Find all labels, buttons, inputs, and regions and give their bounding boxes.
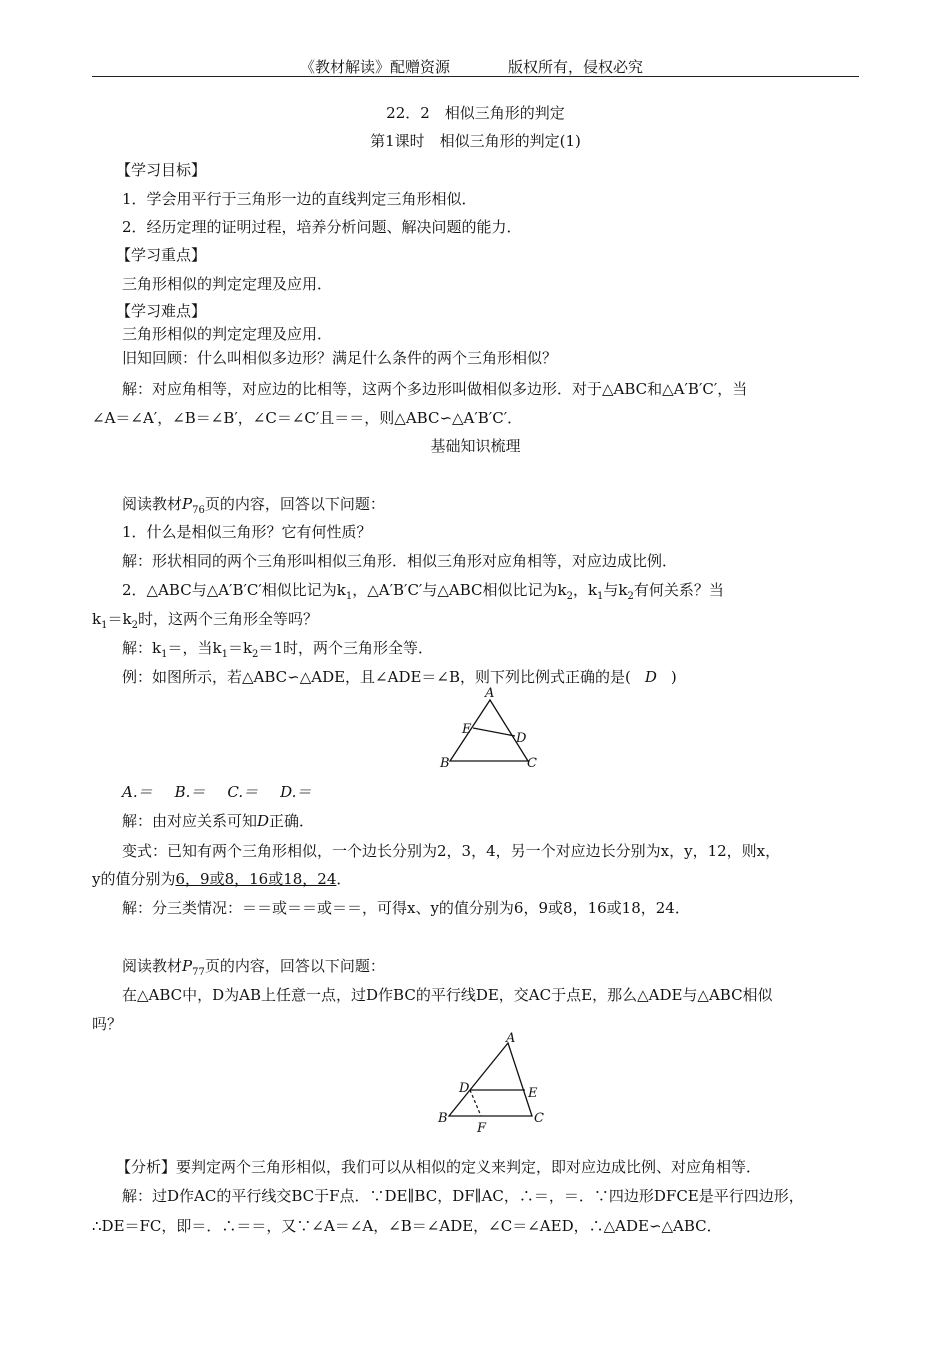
- analysis: 【分析】要判定两个三角形相似，我们可以从相似的定义来判定，即对应边成比例、对应角相等．: [116, 1158, 762, 1176]
- label-d: D: [516, 731, 527, 746]
- part2-solution-2: ∴DE＝FC，即＝．∴＝＝，又∵∠A＝∠A，∠B＝∠ADE，∠C＝∠AED，∴△ADE∽△ABC．: [92, 1217, 722, 1235]
- goal-item-1: 1．学会用平行于三角形一边的直线判定三角形相似．: [122, 190, 477, 208]
- variant-answer: 6，9或8，16或18，24: [175, 870, 337, 888]
- review-answer-1: 解：对应角相等，对应边的比相等，这两个多边形叫做相似多边形．对于△ABC和△A′B′C′，当: [122, 380, 748, 398]
- part2-question: 在△ABC中，D为AB上任意一点，过D作BC的平行线DE，交AC于点E，那么△ADE与△ABC相似: [122, 986, 773, 1004]
- variant-line-1: 变式：已知有两个三角形相似，一个边长分别为2，3，4，另一个对应边长分别为x，y，12，则x，: [122, 842, 781, 860]
- lesson-title: 第1课时 相似三角形的判定(1): [370, 132, 581, 150]
- header-right: 版权所有，侵权必究: [508, 58, 644, 76]
- example-solution: 解：由对应关系可知D正确．: [122, 812, 315, 830]
- option-a: A.＝: [122, 783, 153, 801]
- review-question: 旧知回顾：什么叫相似多边形？满足什么条件的两个三角形相似？: [122, 349, 558, 367]
- example-answer: D: [644, 668, 657, 686]
- variant-line-2: y的值分别为6，9或8，16或18，24．: [92, 870, 352, 888]
- label-a: A: [506, 1031, 516, 1046]
- segment-df-dashed: [470, 1090, 481, 1116]
- part1-q1: 1．什么是相似三角形？它有何性质？: [122, 523, 372, 541]
- option-b: B.＝: [174, 783, 206, 801]
- variant-solution: 解：分三类情况：＝＝或＝＝或＝＝，可得x、y的值分别为6，9或8，16或18，24．: [122, 899, 690, 917]
- part1-q2: 2．△ABC与△A′B′C′相似比记为$k_1$，△A′B′C′与△ABC相似比记为$k_2$，$k_1$与$k_2$有何关系？当: [122, 581, 724, 602]
- label-c: C: [534, 1111, 544, 1126]
- label-e: E: [528, 1086, 538, 1101]
- page-header: [92, 56, 859, 77]
- key-text: 三角形相似的判定定理及应用．: [122, 275, 333, 293]
- part2-read: 阅读教材$P_{77}$页的内容，回答以下问题：: [122, 957, 385, 978]
- figure-2: [435, 1030, 555, 1134]
- difficulty-heading: 【学习难点】: [116, 302, 207, 320]
- triangle-abc: [449, 1043, 532, 1116]
- part1-a2: 解：$k_1=$，当$k_1=k_2=1$时，两个三角形全等．: [122, 639, 433, 660]
- review-answer-2: ∠A＝∠A′，∠B＝∠B′，∠C＝∠C′且＝＝，则△ABC∽△A′B′C′．: [92, 409, 523, 427]
- option-d: D.＝: [280, 783, 312, 801]
- label-a: A: [485, 686, 495, 701]
- label-c: C: [527, 756, 537, 771]
- goals-heading: 【学习目标】: [116, 161, 207, 179]
- label-b: B: [438, 1111, 448, 1126]
- part2-question-2: 吗？: [92, 1015, 123, 1033]
- difficulty-text: 三角形相似的判定定理及应用．: [122, 325, 333, 343]
- basic-title: 基础知识梳理: [430, 437, 521, 455]
- part1-q2-line2: $k_1=k_2$时，这两个三角形全等吗？: [92, 610, 318, 631]
- label-e: E: [462, 722, 472, 737]
- key-heading: 【学习重点】: [116, 246, 207, 264]
- part1-a1: 解：形状相同的两个三角形叫相似三角形．相似三角形对应角相等，对应边成比例．: [122, 552, 678, 570]
- example-question: 例：如图所示，若△ABC∽△ADE，且∠ADE＝∠B，则下列比例式正确的是( D ): [122, 668, 677, 686]
- part1-read: 阅读教材$P_{76}$页的内容，回答以下问题：: [122, 495, 385, 516]
- label-b: B: [440, 756, 450, 771]
- example-options: [122, 782, 311, 802]
- label-d: D: [459, 1081, 470, 1096]
- option-c: C.＝: [227, 783, 259, 801]
- figure-1: [440, 686, 550, 772]
- goal-item-2: 2．经历定理的证明过程，培养分析问题、解决问题的能力．: [122, 218, 522, 236]
- header-left: 《教材解读》配赠资源: [300, 58, 451, 76]
- label-f: F: [477, 1121, 487, 1136]
- part2-solution-1: 解：过D作AC的平行线交BC于F点．∵DE∥BC，DF∥AC，∴＝，＝．∵四边形DFCE是平行四边形，: [122, 1187, 804, 1205]
- section-title: 22．2 相似三角形的判定: [386, 104, 565, 122]
